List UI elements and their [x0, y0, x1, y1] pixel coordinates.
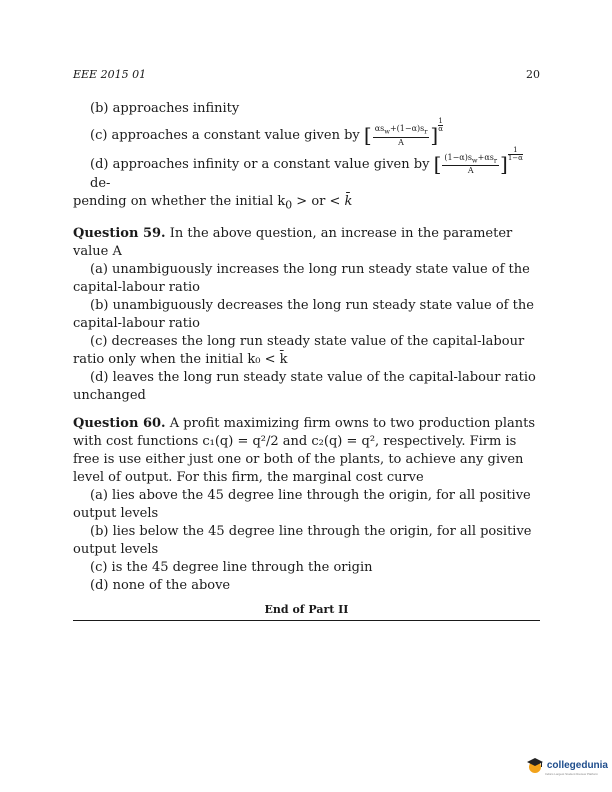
q60-option-a: (a) lies above the 45 degree line through the origin, for all positive output levels [73, 487, 531, 521]
q59-option-c: (c) decreases the long run steady state value of the capital-labour ratio only when the initial k₀ < k̄ [73, 333, 525, 367]
q58-option-d: (d) approaches infinity or a constant value given by [ $\frac{(1-\alpha)s_w+\alpha s_r}{A}$ ] $\frac{1}{1-\alpha} de-$ [90, 145, 523, 192]
q60-label: Question 60. [73, 415, 166, 431]
q59-option-d: (d) leaves the long run steady state value of the capital-labour ratio unchanged [73, 369, 536, 403]
end-of-part-label: End of Part II [264, 602, 349, 616]
q60-option-d: (d) none of the above [90, 577, 231, 593]
q58-c-fraction: $\frac{\alpha s_w+(1-\alpha)s_r}{A}$ [374, 124, 428, 147]
content [73, 100, 540, 621]
header-exam-code: EEE 2015 01 [73, 68, 147, 81]
q59-option-b: (b) unambiguously decreases the long run steady state value of the capital-labour ratio [73, 297, 534, 331]
header-page-number: 20 [526, 68, 540, 81]
logo-wordmark: collegedunia [546, 760, 608, 771]
question-60 [73, 415, 540, 595]
q58-option-c: (c) approaches a constant value given by [ $\frac{\alpha s_w+(1-\alpha)s_r}{A}$ ] $\frac{1}{\alpha}$ [90, 117, 443, 148]
end-rule-divider [73, 620, 540, 621]
graduation-cap-icon [525, 755, 545, 775]
q58-option-d-line2: pending on whether the initial $k_0$ > or < k̄ [73, 194, 353, 212]
q59-label: Question 59. [73, 225, 166, 241]
question-59 [73, 225, 540, 405]
q58-option-b: (b) approaches infinity [90, 101, 240, 116]
collegedunia-logo [525, 753, 608, 776]
q59-option-a: (a) unambiguously increases the long run steady state value of the capital-labour ratio [73, 261, 530, 295]
logo-tagline: India's Largest Student Review Platform [544, 772, 599, 776]
q60-option-b: (b) lies below the 45 degree line through the origin, for all positive output levels [73, 523, 532, 557]
q59-stem: In the above question, an increase in the parameter value A [73, 225, 513, 259]
q60-stem: A profit maximizing firm owns to two production plants with cost functions c₁(q) = q²/2 and c₂(q) = q², respectively. Firm is free is use either just one or both of the plants, to achieve any given level of output. For this firm, the marginal cost curve [73, 415, 536, 485]
q58-d-fraction: $\frac{(1-\alpha)s_w+\alpha s_r}{A}$ [444, 152, 498, 176]
q60-option-c: (c) is the 45 degree line through the origin [90, 559, 373, 575]
